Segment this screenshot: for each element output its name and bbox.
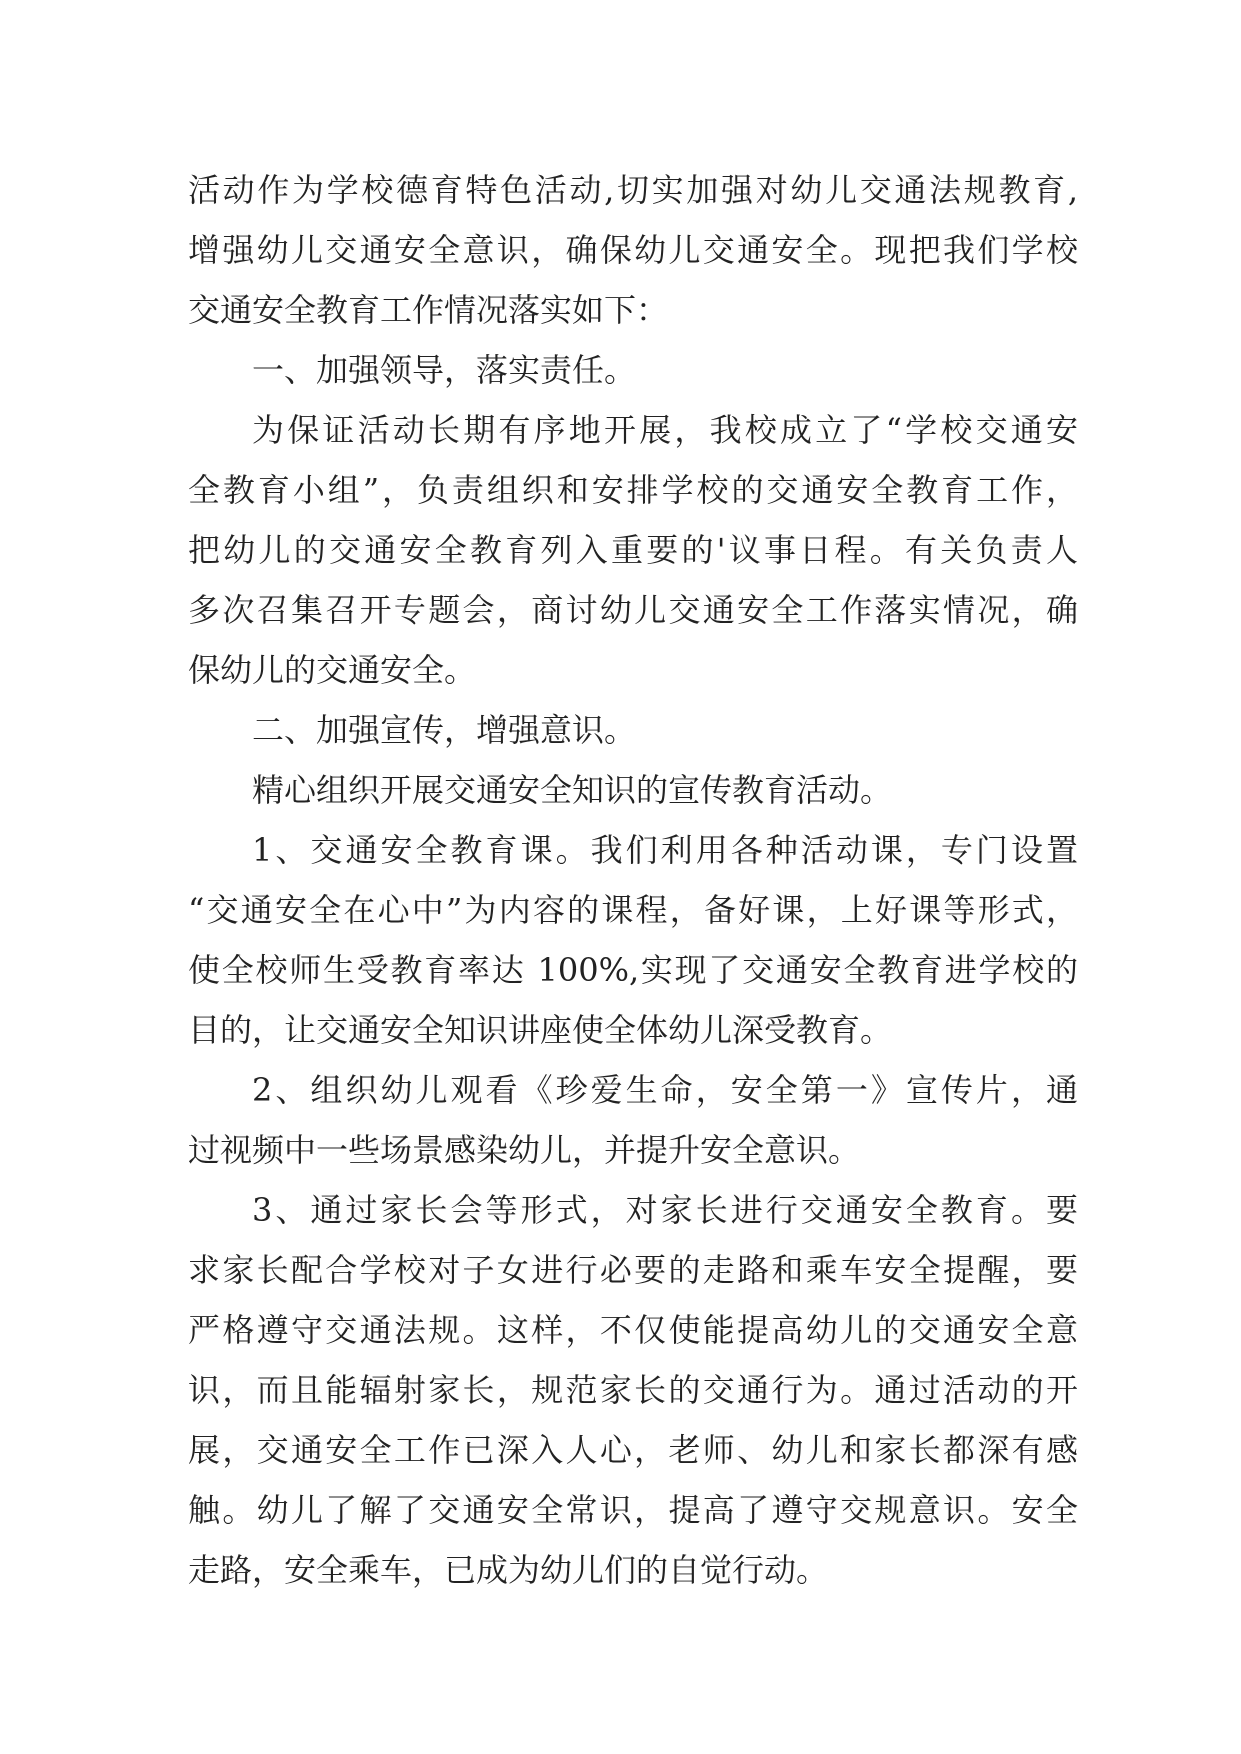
text-line: 精心组织开展交通安全知识的宣传教育活动。 [252,771,893,809]
text-line: 全教育小组”，负责组织和安排学校的交通安全教育工作， [188,471,1078,509]
text-line: 保幼儿的交通安全。 [188,651,477,689]
text-line: 二、加强宣传，增强意识。 [252,711,637,749]
text-line: 把幼儿的交通安全教育列入重要的'议事日程。有关负责人 [188,531,1078,569]
text-line: 求家长配合学校对子女进行必要的走路和乘车安全提醒，要 [188,1251,1078,1289]
text-line: 2、组织幼儿观看《珍爱生命，安全第一》宣传片，通 [252,1071,1078,1109]
text-line: 目的，让交通安全知识讲座使全体幼儿深受教育。 [188,1011,893,1049]
text-line: 走路，安全乘车，已成为幼儿们的自觉行动。 [188,1551,829,1589]
text-line: 使全校师生受教育率达 100%,实现了交通安全教育进学校的 [188,951,1078,989]
text-line: 触。幼儿了解了交通安全常识，提高了遵守交规意识。安全 [188,1491,1078,1529]
text-line: 识，而且能辐射家长，规范家长的交通行为。通过活动的开 [188,1371,1078,1409]
text-line: “交通安全在心中”为内容的课程，备好课，上好课等形式， [188,891,1078,929]
text-line: 过视频中一些场景感染幼儿，并提升安全意识。 [188,1131,861,1169]
text-line: 多次召集召开专题会，商讨幼儿交通安全工作落实情况，确 [188,591,1078,629]
text-line: 3、通过家长会等形式，对家长进行交通安全教育。要 [252,1191,1078,1229]
text-line: 1、交通安全教育课。我们利用各种活动课，专门设置 [252,831,1078,869]
text-line: 活动作为学校德育特色活动,切实加强对幼儿交通法规教育, [188,171,1078,209]
text-line: 交通安全教育工作情况落实如下： [188,291,669,329]
text-line: 严格遵守交通法规。这样，不仅使能提高幼儿的交通安全意 [188,1311,1078,1349]
text-line: 展，交通安全工作已深入人心，老师、幼儿和家长都深有感 [188,1431,1078,1469]
text-line: 一、加强领导，落实责任。 [252,351,637,389]
text-line: 增强幼儿交通安全意识，确保幼儿交通安全。现把我们学校 [188,231,1078,269]
document-body [188,160,1078,1600]
text-line: 为保证活动长期有序地开展，我校成立了“学校交通安 [252,411,1078,449]
